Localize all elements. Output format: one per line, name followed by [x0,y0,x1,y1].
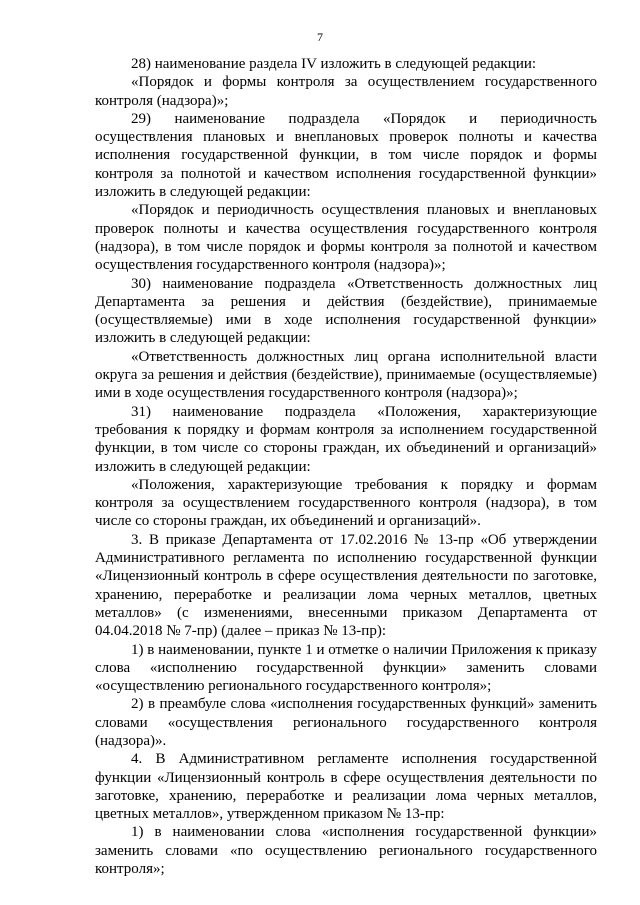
section-3: 3. В приказе Департамента от 17.02.2016 № 13-пр «Об утверждении Административного регламента по исполнению государственной функции «Лицензионный контроль в сфере осуществления деятельности по заготовке, хранению, переработке и реализации лома черных металлов, цветных металлов» (с изменениями, внесенными приказом Департамента от 04.04.2018 № 7-пр) (далее – приказ № 13-пр): [95,531,597,640]
section-3-item-1: 1) в наименовании, пункте 1 и отметке о наличии Приложения к приказу слова «исполнению государственной функции» заменить словами «осуществлению регионального государственного контроля»; [95,641,597,695]
amendment-28-new-text: «Порядок и формы контроля за осуществлением государственного контроля (надзора)»; [95,74,597,109]
amendment-30-new-text: «Ответственность должностных лиц органа исполнительной власти округа за решения и действия (бездействие), принимаемые (осуществляемые) ими в ходе осуществления государственного контроля (надзора)»; [95,348,597,402]
section-4-item-1: 1) в наименовании слова «исполнения государственной функции» заменить словами «по осуществлению регионального государственного контроля»; [95,824,597,878]
document-body [95,55,597,878]
page-number: 7 [317,30,323,44]
amendment-31-new-text: «Положения, характеризующие требования к порядку и формам контроля за осуществлением государственного контроля (надзора), в том числе со стороны граждан, их объединений и организаций». [95,476,597,530]
amendment-29-new-text: «Порядок и периодичность осуществления плановых и внеплановых проверок полноты и качества осуществления государственного контроля (надзора), в том числе порядок и формы контроля за полнотой и качеством осуществления государственного контроля (надзора)»; [95,202,597,274]
section-4: 4. В Административном регламенте исполнения государственной функции «Лицензионный контроль в сфере осуществления деятельности по заготовке, хранению, переработке и реализации лома черных металлов, цветных металлов», утвержденном приказом № 13-пр: [95,751,597,823]
amendment-30: 30) наименование подраздела «Ответственность должностных лиц Департамента за решения и действия (бездействие), принимаемые (осуществляемые) ими в ходе исполнения государственной функции» изложить в следующей редакции: [95,275,597,347]
section-3-item-2: 2) в преамбуле слова «исполнения государственных функций» заменить словами «осуществления регионального государственного контроля (надзора)». [95,696,597,749]
amendment-31: 31) наименование подраздела «Положения, характеризующие требования к порядку и формам контроля за исполнением государственной функции, в том числе со стороны граждан, их объединений и организаций» изложить в следующей редакции: [95,403,597,475]
amendment-28: 28) наименование раздела IV изложить в следующей редакции: [131,56,537,72]
amendment-29: 29) наименование подраздела «Порядок и периодичность осуществления плановых и внеплановых проверок полноты и качества исполнения государственной функции, в том числе порядок и формы контроля за полнотой и качеством исполнения государственной функции» изложить в следующей редакции: [95,110,597,201]
